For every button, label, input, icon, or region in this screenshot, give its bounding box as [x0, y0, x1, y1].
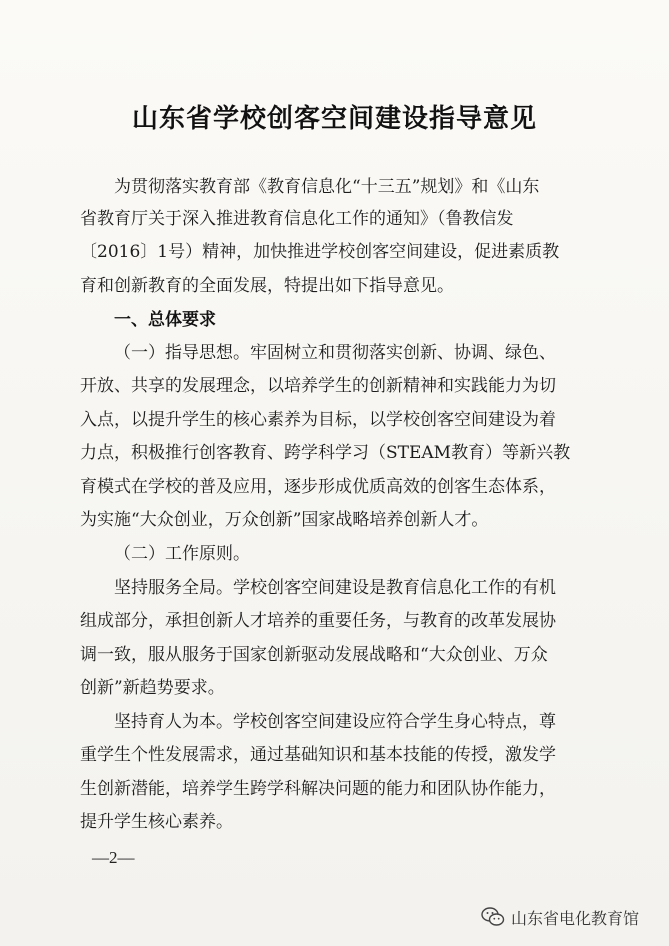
intro-line: 为贯彻落实教育部《教育信息化“十三五”规划》和《山东	[114, 177, 540, 197]
guiding-line: 入点，以提升学生的核心素养为目标，以学校创客空间建设为着	[80, 410, 556, 430]
watermark-text: 山东省电化教育馆	[510, 908, 639, 928]
wechat-icon	[481, 906, 505, 928]
page-number: —2—	[92, 848, 135, 867]
people-line: 提升学生核心素养。	[80, 812, 233, 832]
intro-line: 育和创新教育的全面发展，特提出如下指导意见。	[80, 276, 454, 296]
guiding-line: （一）指导思想。牢固树立和贯彻落实创新、协调、绿色、	[114, 343, 556, 363]
guiding-line: 为实施“大众创业，万众创新”国家战略培养创新人才。	[80, 510, 489, 530]
principles-heading: （二）工作原则。	[114, 544, 250, 564]
people-line: 生创新潜能，培养学生跨学科解决问题的能力和团队协作能力，	[80, 779, 556, 799]
guiding-line: 育模式在学校的普及应用，逐步形成优质高效的创客生态体系，	[80, 477, 556, 497]
intro-line: 〔2016〕1号）精神，加快推进学校创客空间建设，促进素质教	[80, 242, 560, 262]
service-line: 调一致，服从服务于国家创新驱动发展战略和“大众创业、万众	[80, 645, 548, 665]
service-line: 坚持服务全局。学校创客空间建设是教育信息化工作的有机	[114, 578, 556, 598]
people-line: 坚持育人为本。学校创客空间建设应符合学生身心特点，尊	[114, 712, 556, 732]
guiding-line: 开放、共享的发展理念，以培养学生的创新精神和实践能力为切	[80, 376, 556, 396]
watermark	[481, 904, 639, 930]
guiding-line: 力点，积极推行创客教育、跨学科学习（STEAM教育）等新兴教	[80, 443, 571, 463]
service-line: 组成部分，承担创新人才培养的重要任务，与教育的改革发展协	[80, 611, 556, 631]
people-line: 重学生个性发展需求，通过基础知识和基本技能的传授，激发学	[80, 745, 556, 765]
service-line: 创新”新趋势要求。	[80, 678, 225, 698]
section-heading: 一、总体要求	[114, 310, 216, 330]
document-title: 山东省学校创客空间建设指导意见	[131, 104, 537, 134]
intro-line: 省教育厅关于深入推进教育信息化工作的通知》（鲁教信发	[80, 209, 514, 229]
